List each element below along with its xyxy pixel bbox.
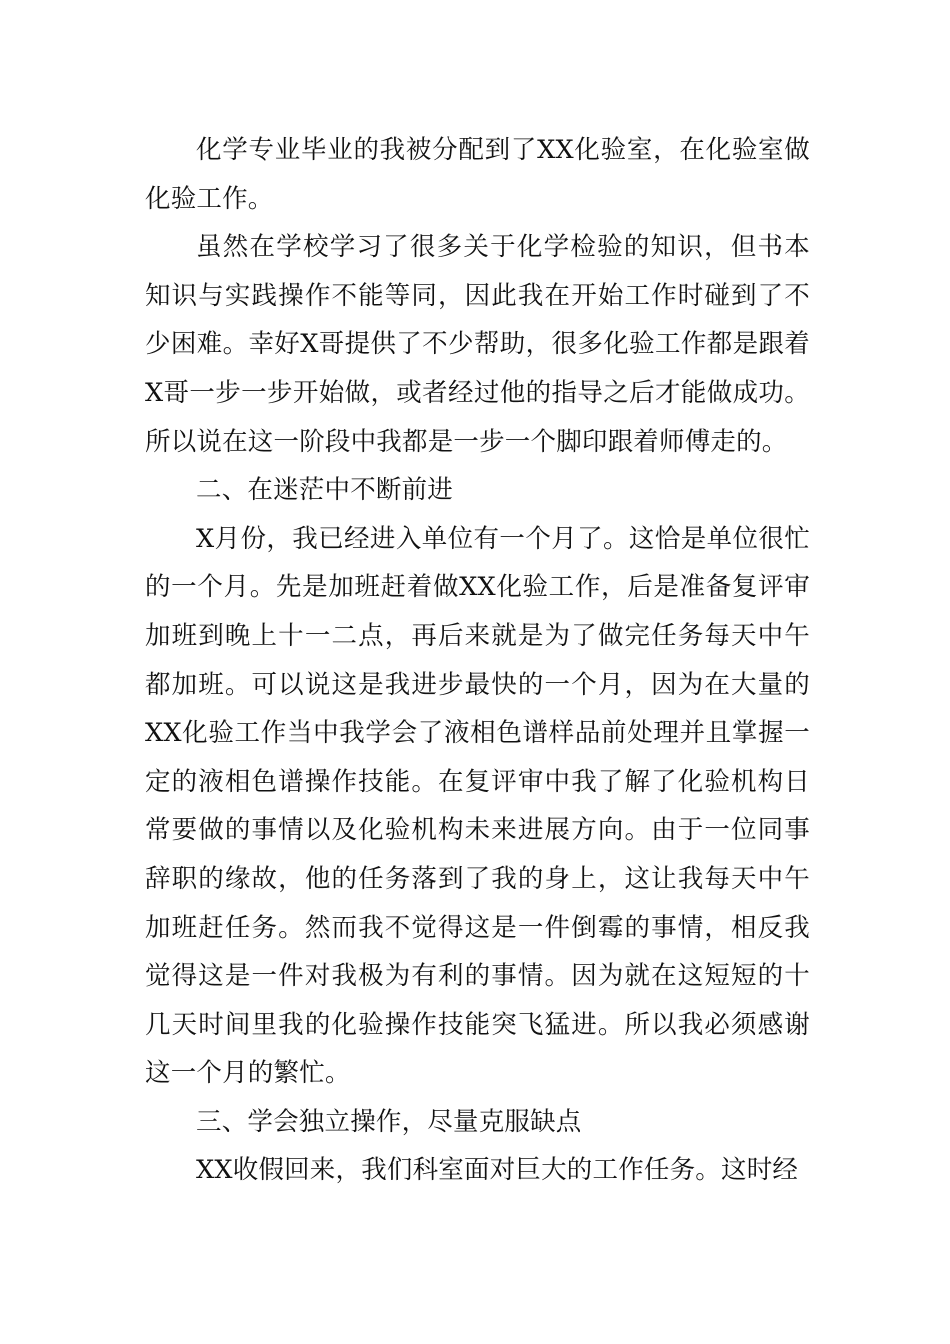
- paragraph-line: 辞职的缘故，他的任务落到了我的身上，这让我每天中午: [145, 863, 810, 894]
- paragraph-line: 的一个月。先是加班赶着做XX化验工作，后是准备复评审: [145, 572, 810, 603]
- paragraph-line: 虽然在学校学习了很多关于化学检验的知识，但书本: [196, 232, 810, 263]
- paragraph-line: X哥一步一步开始做，或者经过他的指导之后才能做成功。: [145, 377, 810, 408]
- paragraph-line: 几天时间里我的化验操作技能突飞猛进。所以我必须感谢: [145, 1009, 810, 1040]
- body-paragraph: [145, 223, 810, 466]
- paragraph-line: 所以说在这一阶段中我都是一步一个脚印跟着师傅走的。: [145, 426, 788, 457]
- paragraph-line: 觉得这是一件对我极为有利的事情。因为就在这短短的十: [145, 961, 810, 992]
- section-heading: [145, 466, 810, 515]
- paragraph-line: X月份，我已经进入单位有一个月了。这恰是单位很忙: [196, 523, 810, 554]
- body-paragraph: [145, 126, 810, 223]
- section-heading: [145, 1098, 810, 1147]
- paragraph-line: 化验工作。: [145, 183, 274, 214]
- heading-text: 二、在迷茫中不断前进: [196, 475, 454, 506]
- document-body: [145, 126, 810, 1195]
- paragraph-line: 这一个月的繁忙。: [145, 1058, 351, 1089]
- paragraph-line: 定的液相色谱操作技能。在复评审中我了解了化验机构日: [145, 766, 810, 797]
- heading-text: 三、学会独立操作，尽量克服缺点: [196, 1106, 582, 1137]
- paragraph-line: 加班到晚上十一二点，再后来就是为了做完任务每天中午: [145, 620, 810, 651]
- paragraph-line: 化学专业毕业的我被分配到了XX化验室，在化验室做: [196, 135, 810, 165]
- paragraph-line: XX收假回来，我们科室面对巨大的工作任务。这时经: [196, 1155, 799, 1186]
- body-paragraph: [145, 515, 810, 1098]
- paragraph-line: 少困难。幸好X哥提供了不少帮助，很多化验工作都是跟着: [145, 329, 810, 360]
- paragraph-line: 加班赶任务。然而我不觉得这是一件倒霉的事情，相反我: [145, 912, 810, 943]
- paragraph-line: 常要做的事情以及化验机构未来进展方向。由于一位同事: [145, 815, 810, 846]
- paragraph-line: 知识与实践操作不能等同，因此我在开始工作时碰到了不: [145, 280, 810, 311]
- paragraph-line: 都加班。可以说这是我进步最快的一个月，因为在大量的: [145, 669, 810, 700]
- paragraph-line: XX化验工作当中我学会了液相色谱样品前处理并且掌握一: [145, 718, 810, 749]
- body-paragraph: [145, 1146, 810, 1195]
